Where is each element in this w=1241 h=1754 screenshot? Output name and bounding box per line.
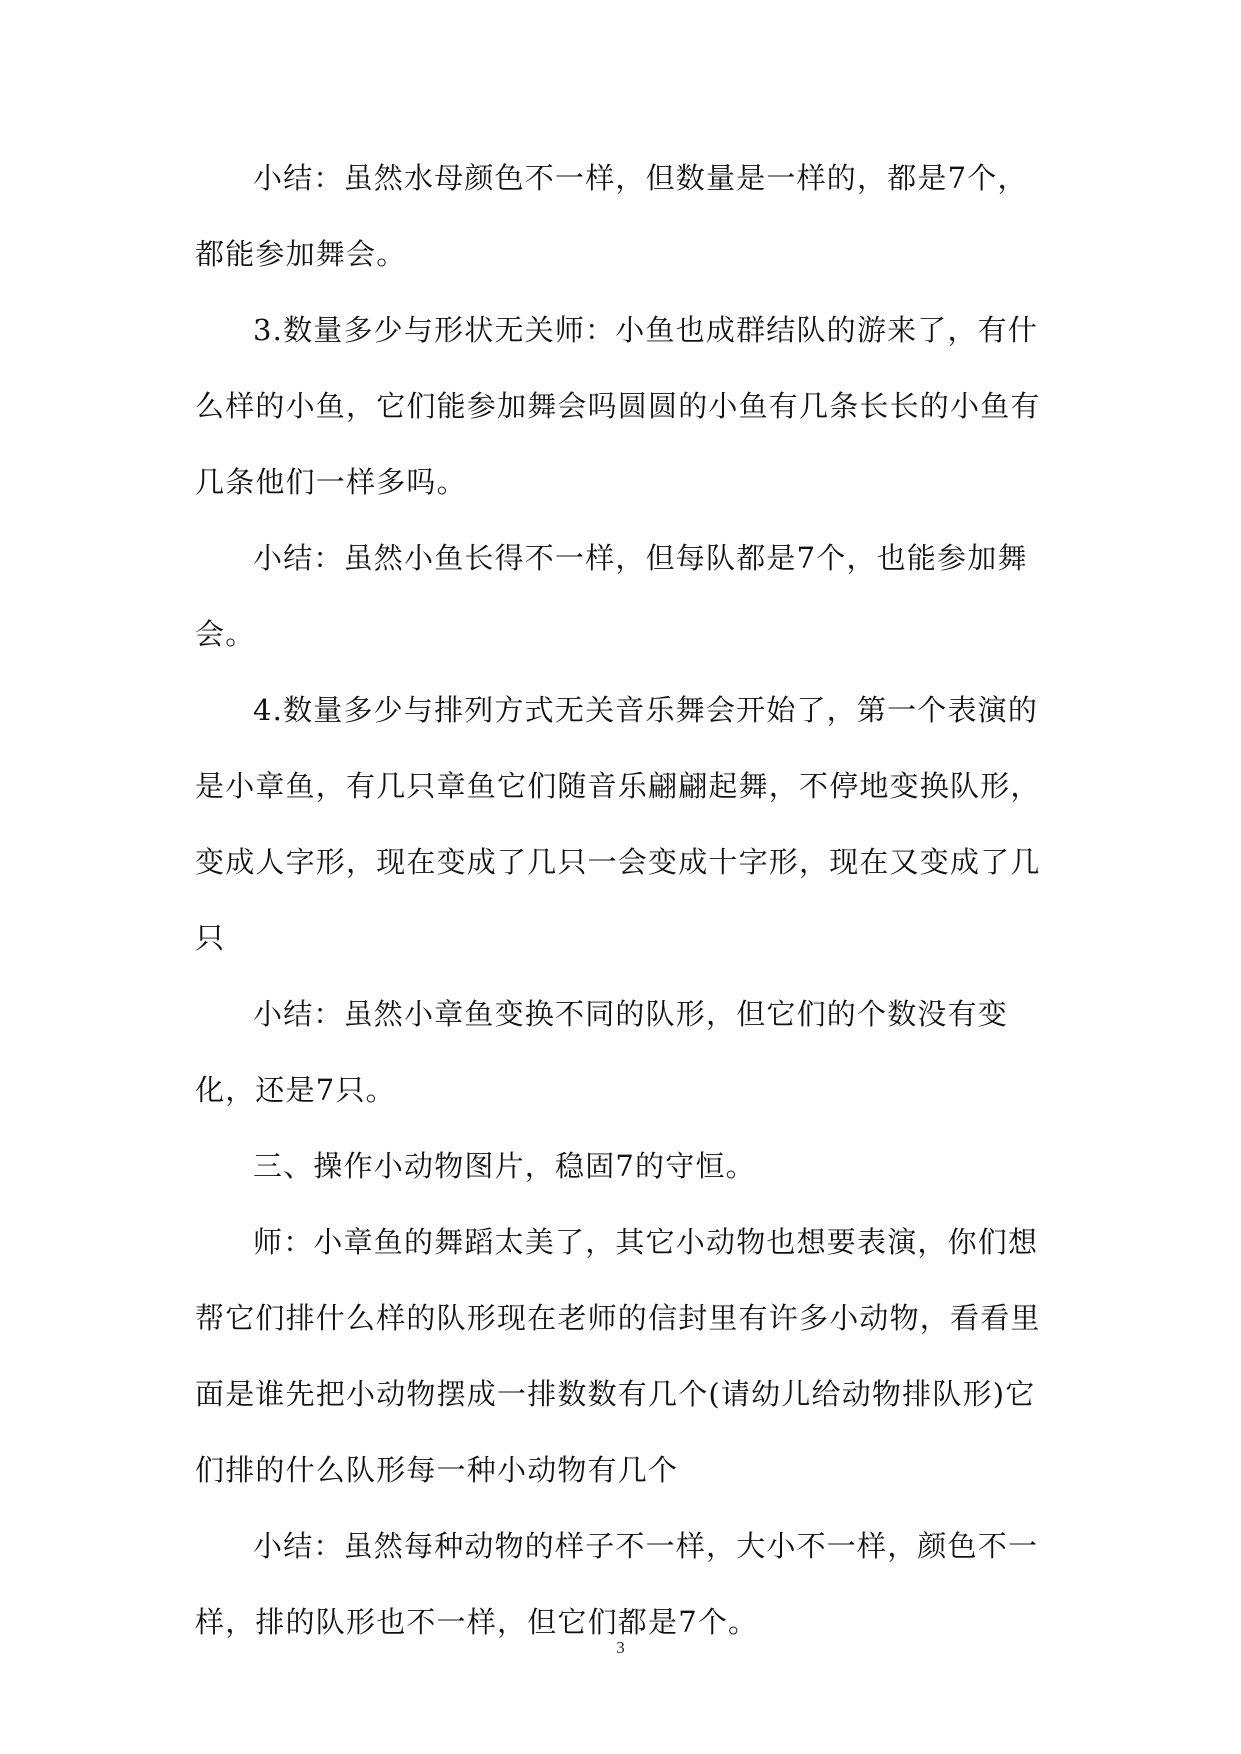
paragraph-summary-jellyfish: 小结：虽然水母颜色不一样，但数量是一样的，都是7个，都能参加舞会。: [195, 161, 1028, 271]
paragraph-arrangement-section: 4.数量多少与排列方式无关音乐舞会开始了，第一个表演的是小章鱼，有几只章鱼它们随音乐翩翩起舞，不停地变换队形，变成人字形，现在变成了几只一会变成十字形，现在又变成了几只: [195, 693, 1041, 955]
paragraph-teacher-activity: 师：小章鱼的舞蹈太美了，其它小动物也想要表演，你们想帮它们排什么样的队形现在老师的信封里有许多小动物，看看里面是谁先把小动物摆成一排数数有几个(请幼儿给动物排队形)它们排的什么队形每一种小动物有几个: [195, 1225, 1041, 1487]
paragraph-shape-section: 3.数量多少与形状无关师：小鱼也成群结队的游来了，有什么样的小鱼，它们能参加舞会吗圆圆的小鱼有几条长长的小鱼有几条他们一样多吗。: [195, 313, 1041, 499]
paragraph-summary-fish: 小结：虽然小鱼长得不一样，但每队都是7个，也能参加舞会。: [195, 541, 1028, 651]
paragraph-summary-animals: 小结：虽然每种动物的样子不一样，大小不一样，颜色不一样，排的队形也不一样，但它们都是7个。: [195, 1529, 1039, 1639]
paragraph-summary-octopus: 小结：虽然小章鱼变换不同的队形，但它们的个数没有变化，还是7只。: [195, 997, 1009, 1107]
body-text: [195, 140, 1045, 1660]
page-number: 3: [616, 1638, 625, 1657]
section-heading-three: 三、操作小动物图片，稳固7的守恒。: [253, 1149, 756, 1183]
